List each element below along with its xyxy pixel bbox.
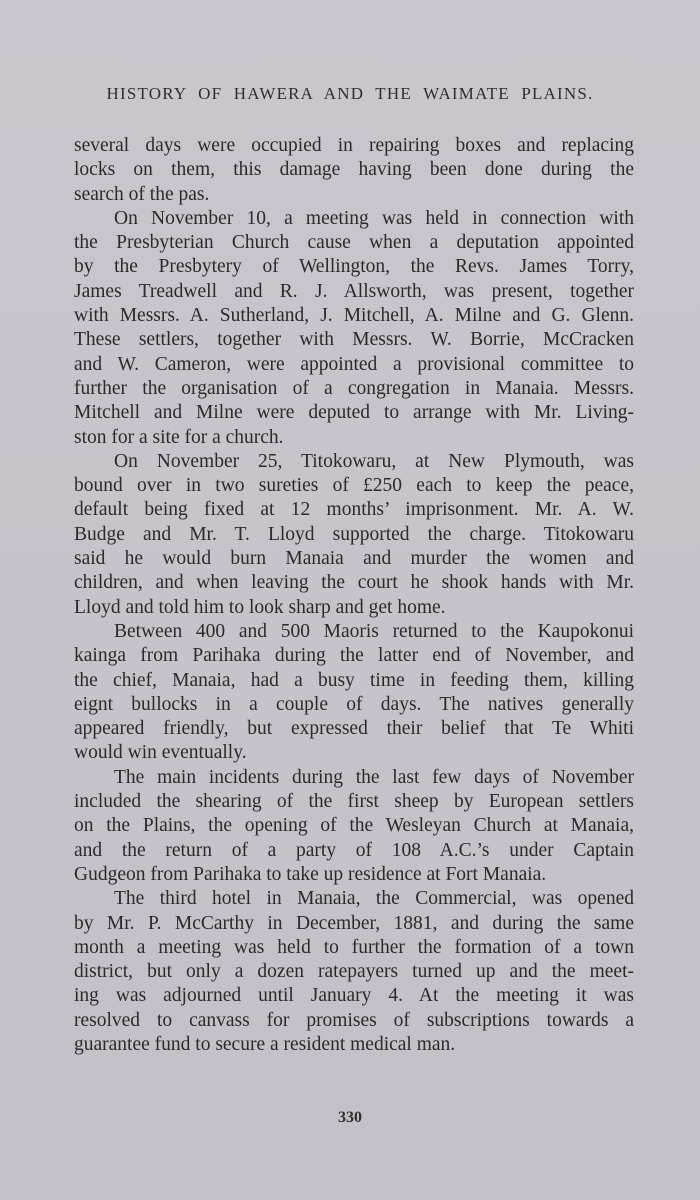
text-line: James Treadwell and R. J. Allsworth, was present, together	[74, 280, 634, 302]
text-line: The main incidents during the last few days of November	[114, 766, 634, 788]
body-text	[74, 134, 634, 1057]
text-line: resolved to canvass for promises of subscriptions towards a	[74, 1009, 634, 1031]
paragraph-2	[74, 207, 634, 450]
paragraph-5	[74, 766, 634, 887]
text-line: by Mr. P. McCarthy in December, 1881, and during the same	[74, 912, 634, 934]
paragraph-4	[74, 620, 634, 766]
text-line: on the Plains, the opening of the Wesleyan Church at Manaia,	[74, 815, 634, 837]
text-line: by the Presbytery of Wellington, the Revs. James Torry,	[74, 256, 634, 278]
text-line: with Messrs. A. Sutherland, J. Mitchell, A. Milne and G. Glenn.	[74, 305, 634, 327]
text-line: search of the pas.	[74, 183, 210, 205]
text-line: children, and when leaving the court he shook hands with Mr.	[74, 572, 634, 594]
text-line: would win eventually.	[74, 742, 247, 764]
text-line: Lloyd and told him to look sharp and get home.	[74, 596, 446, 618]
text-line: locks on them, this damage having been done during the	[74, 159, 634, 181]
text-line: On November 25, Titokowaru, at New Plymouth, was	[114, 450, 634, 472]
text-line: month a meeting was held to further the formation of a town	[74, 936, 634, 958]
text-line: kainga from Parihaka during the latter end of November, and	[74, 645, 634, 667]
text-line: included the shearing of the first sheep by European settlers	[74, 791, 634, 813]
text-line: ing was adjourned until January 4. At the meeting it was	[74, 985, 634, 1007]
text-line: district, but only a dozen ratepayers turned up and the meet-	[74, 961, 634, 983]
text-line: Budge and Mr. T. Lloyd supported the charge. Titokowaru	[74, 523, 634, 545]
text-line: Between 400 and 500 Maoris returned to the Kaupokonui	[114, 620, 634, 642]
paragraph-3	[74, 450, 634, 620]
paragraph-1	[74, 134, 634, 207]
text-line: eignt bullocks in a couple of days. The natives generally	[74, 693, 634, 715]
text-line: several days were occupied in repairing boxes and replacing	[74, 135, 634, 156]
running-head: HISTORY OF HAWERA AND THE WAIMATE PLAINS.	[106, 84, 594, 103]
text-line: said he would burn Manaia and murder the women and	[74, 548, 634, 570]
text-line: and the return of a party of 108 A.C.’s under Captain	[74, 839, 634, 861]
text-line: Mitchell and Milne were deputed to arrange with Mr. Living-	[74, 402, 634, 424]
text-line: and W. Cameron, were appointed a provisional committee to	[74, 353, 634, 375]
text-line: the Presbyterian Church cause when a deputation appointed	[74, 232, 634, 254]
text-line: On November 10, a meeting was held in connection with	[114, 207, 634, 229]
text-line: ston for a site for a church.	[74, 426, 284, 448]
text-line: These settlers, together with Messrs. W. Borrie, McCracken	[74, 329, 634, 351]
text-line: Gudgeon from Parihaka to take up residence at Fort Manaia.	[74, 863, 547, 885]
text-line: The third hotel in Manaia, the Commercial, was opened	[114, 888, 634, 910]
page-number: 330	[338, 1109, 362, 1126]
text-line: further the organisation of a congregation in Manaia. Messrs.	[74, 377, 634, 399]
text-line: the chief, Manaia, had a busy time in feeding them, killing	[74, 669, 634, 691]
text-line: appeared friendly, but expressed their belief that Te Whiti	[74, 718, 634, 740]
text-line: bound over in two sureties of £250 each to keep the peace,	[74, 475, 634, 497]
text-line: guarantee fund to secure a resident medical man.	[74, 1033, 456, 1055]
paragraph-6	[74, 887, 634, 1057]
text-line: default being fixed at 12 months’ imprisonment. Mr. A. W.	[74, 499, 634, 521]
